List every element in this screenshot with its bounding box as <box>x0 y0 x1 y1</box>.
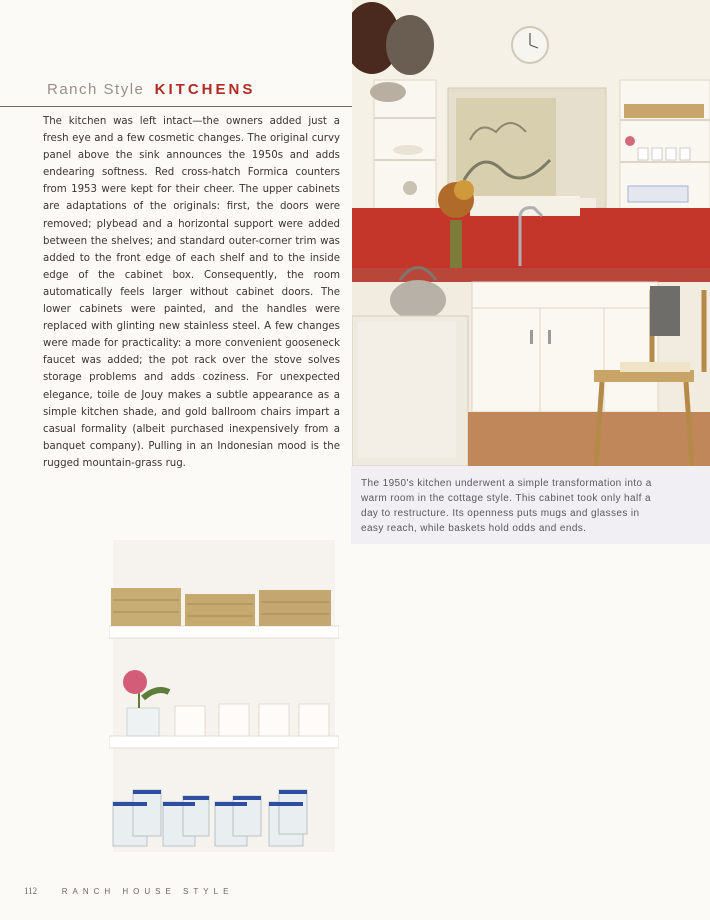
heading-bold: KITCHENS <box>154 81 256 98</box>
page-footer <box>24 886 233 896</box>
heading-light: Ranch Style <box>47 81 145 98</box>
kitchen-photo <box>352 0 710 466</box>
body-text: The kitchen was left intact—the owners added just a fresh eye and a few cosmetic changes. The original curvy panel above the sink announces the 1950s and adds endearing softness. Red cross-hatch Formica counters from 1953 were kept for their cheer. The upper cabinets are adaptations of the originals: first, the doors were removed; plybead and a horizontal support were added between the shelves; and standard outer-corner trim was added to the front edge of each shelf and to the inside edge of the cabinet box. Consequently, the room automatically feels larger without cabinet doors. The lower cabinets were painted, and the handles were replaced with glinting new stainless steel. A few changes were made for practicality: a more convenient gooseneck faucet was added; the pot rack over the stove solves storage problems and adds coziness. For unexpected elegance, toile de Jouy makes a subtle appearance as a simple kitchen shade, and gold ballroom chairs impart a casual formality (albeit purchased inexpensively from a banquet company). Pulling in an Indonesian mood is the rugged mountain-grass rug. <box>43 116 340 469</box>
section-heading <box>47 80 255 98</box>
shelf-photo <box>109 540 339 852</box>
heading-rule <box>0 106 355 107</box>
book-title: RANCH HOUSE STYLE <box>61 887 234 896</box>
caption-box <box>351 466 710 544</box>
page-number: 112 <box>24 886 38 896</box>
photo-caption: The 1950's kitchen underwent a simple transformation into a warm room in the cottage style. This cabinet took only half a day to restructure. Its openness puts mugs and glasses in easy reach, while baskets hold odds and ends. <box>361 478 652 534</box>
